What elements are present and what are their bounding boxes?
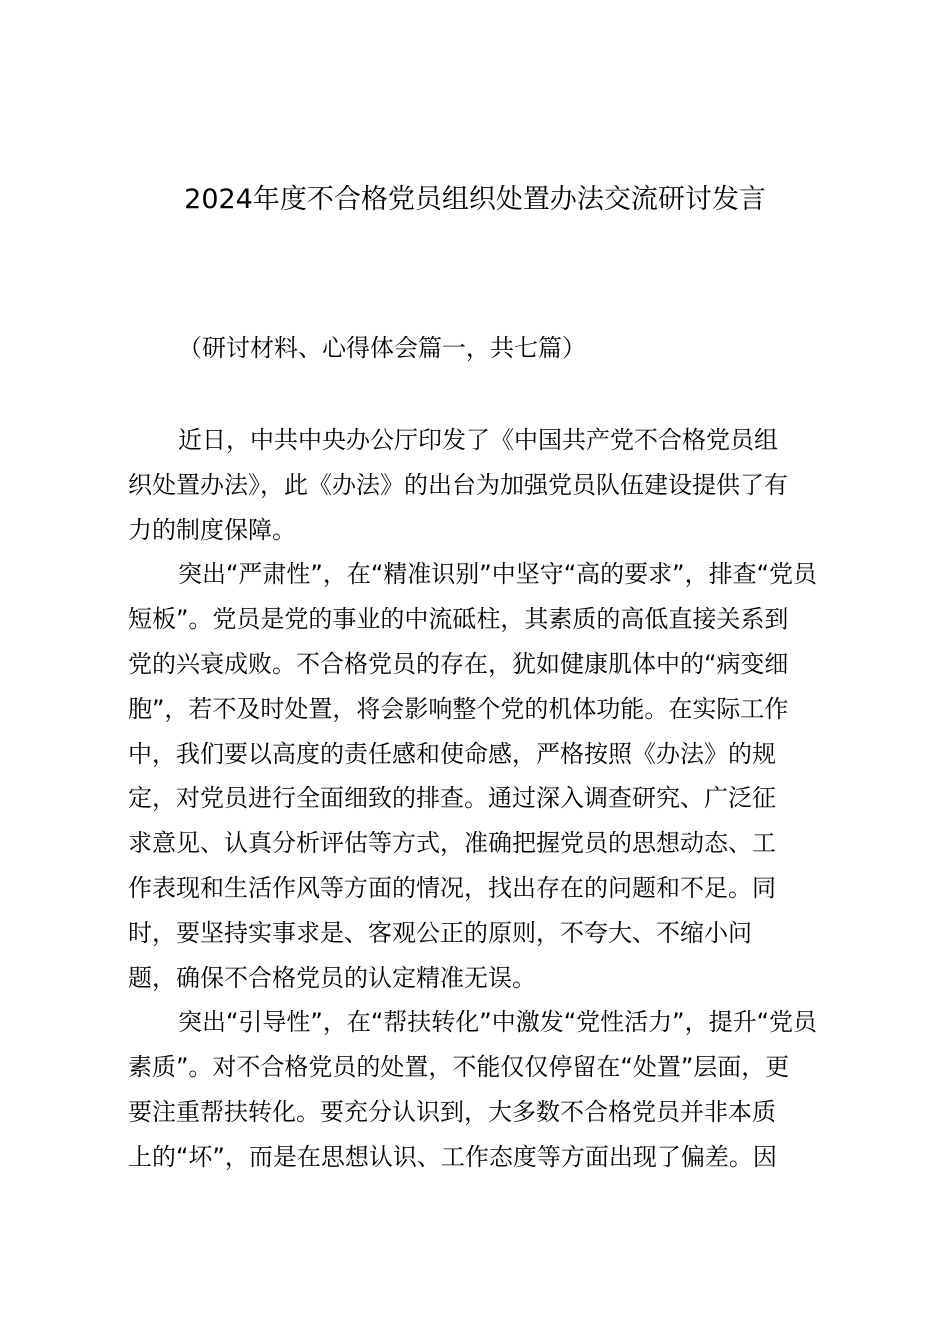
paragraph-line: 党的兴衰成败。不合格党员的存在，犹如健康肌体中的“病变细: [128, 649, 789, 678]
paragraph-line: 胞”，若不及时处置，将会影响整个党的机体功能。在实际工作: [128, 694, 789, 723]
paragraph-line: 上的“坏”，而是在思想认识、工作态度等方面出现了偏差。因: [128, 1142, 777, 1171]
paragraph-line: 求意见、认真分析评估等方式，准确把握党员的思想动态、工: [128, 829, 776, 858]
paragraph-2: [128, 552, 833, 1000]
paragraph-line: 力的制度保障。: [128, 515, 296, 544]
paragraph-line: 近日，中共中央办公厅印发了《中国共产党不合格党员组: [178, 426, 778, 454]
paragraph-line: 题，确保不合格党员的认定精准无误。: [128, 963, 536, 992]
paragraph-line: 织处置办法》，此《办法》的出台为加强党员队伍建设提供了有: [128, 470, 788, 499]
paragraph-line: 定，对党员进行全面细致的排查。通过深入调查研究、广泛征: [128, 784, 776, 813]
document-body: [128, 418, 833, 1180]
paragraph-line: 素质”。对不合格党员的处置，不能仅仅停留在“处置”层面，更: [128, 1053, 790, 1082]
document-subtitle: （研讨材料、心得体会篇一，共七篇）: [178, 334, 586, 362]
paragraph-line: 中，我们要以高度的责任感和使命感，严格按照《办法》的规: [128, 739, 776, 768]
paragraph-line: 作表现和生活作风等方面的情况，找出存在的问题和不足。同: [128, 873, 776, 902]
paragraph-line: 突出“引导性”，在“帮扶转化”中激发“党性活力”，提升“党员: [178, 1008, 818, 1037]
paragraph-line: 突出“严肃性”，在“精准识别”中坚守“高的要求”，排查“党员: [178, 560, 818, 589]
paragraph-line: 要注重帮扶转化。要充分认识到，大多数不合格党员并非本质: [128, 1097, 776, 1126]
document-title: 2024年度不合格党员组织处置办法交流研讨发言: [184, 184, 766, 215]
paragraph-3: [128, 1000, 833, 1179]
paragraph-line: 时，要坚持实事求是、客观公正的原则，不夸大、不缩小问: [128, 918, 752, 947]
paragraph-1: [128, 418, 833, 552]
paragraph-line: 短板”。党员是党的事业的中流砥柱，其素质的高低直接关系到: [128, 605, 789, 634]
